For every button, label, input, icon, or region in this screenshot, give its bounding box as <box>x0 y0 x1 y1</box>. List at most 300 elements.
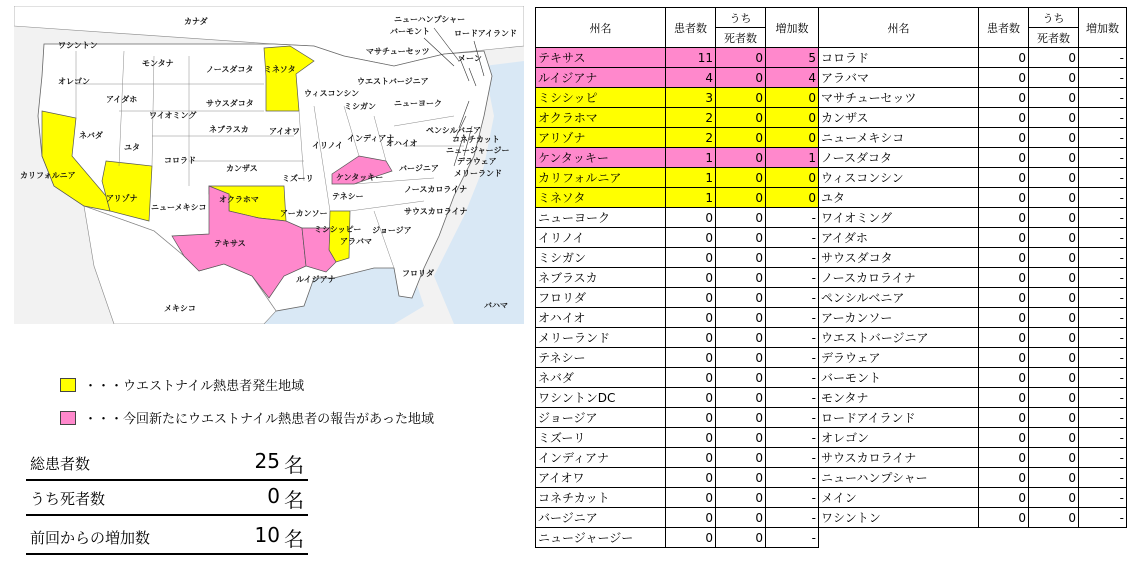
left-patients-cell: 0 <box>666 488 716 508</box>
cases-table <box>535 7 1127 548</box>
right-patients-cell: 0 <box>979 188 1029 208</box>
right-state-cell: ワシントン <box>819 508 979 528</box>
left-state-cell: アリゾナ <box>536 128 666 148</box>
right-deaths-cell: 0 <box>1029 268 1079 288</box>
right-state-cell: モンタナ <box>819 388 979 408</box>
left-state-cell: ミシシッピ <box>536 88 666 108</box>
right-state-cell: ウィスコンシン <box>819 168 979 188</box>
header-state-right: 州名 <box>819 8 979 48</box>
table-row <box>536 488 1127 508</box>
right-increase-cell: - <box>1079 348 1127 368</box>
right-state-cell: サウスカロライナ <box>819 448 979 468</box>
legend-swatch-yellow <box>60 378 76 392</box>
map-label: サウスダコタ <box>206 99 254 108</box>
table-row <box>536 508 1127 528</box>
left-state-cell: インディアナ <box>536 448 666 468</box>
table-row <box>536 48 1127 68</box>
right-patients-cell: 0 <box>979 388 1029 408</box>
table-row <box>536 388 1127 408</box>
right-patients-cell: 0 <box>979 48 1029 68</box>
left-increase-cell: - <box>766 408 819 428</box>
map-label: ニューハンプシャー <box>394 15 466 24</box>
map-label: マサチューセッツ <box>366 47 430 56</box>
table-row <box>536 168 1127 188</box>
left-deaths-cell: 0 <box>716 48 766 68</box>
table-row <box>536 288 1127 308</box>
header-of-which: うち <box>716 8 766 28</box>
right-deaths-cell: 0 <box>1029 168 1079 188</box>
left-patients-cell: 0 <box>666 368 716 388</box>
map-label: イリノイ <box>312 141 343 150</box>
table-row <box>536 68 1127 88</box>
left-state-cell: フロリダ <box>536 288 666 308</box>
right-deaths-cell: 0 <box>1029 68 1079 88</box>
left-state-cell: オハイオ <box>536 308 666 328</box>
left-patients-cell: 2 <box>666 108 716 128</box>
table-row <box>536 328 1127 348</box>
left-patients-cell: 2 <box>666 128 716 148</box>
map-label: ニューヨーク <box>394 99 442 108</box>
right-increase-cell: - <box>1079 328 1127 348</box>
right-increase-cell: - <box>1079 128 1127 148</box>
map-label: バージニア <box>399 164 439 173</box>
left-state-cell: ミネソタ <box>536 188 666 208</box>
right-patients-cell: 0 <box>979 308 1029 328</box>
table-row <box>536 348 1127 368</box>
right-increase-cell: - <box>1079 308 1127 328</box>
right-state-cell: コロラド <box>819 48 979 68</box>
right-deaths-cell: 0 <box>1029 428 1079 448</box>
right-patients-cell: 0 <box>979 268 1029 288</box>
right-patients-cell: 0 <box>979 448 1029 468</box>
legend-swatch-pink <box>60 411 76 425</box>
table-row <box>536 408 1127 428</box>
legend-yellow <box>60 375 304 394</box>
map-label: オハイオ <box>386 139 418 148</box>
map-label: ルイジアナ <box>296 275 336 284</box>
table-row <box>536 528 1127 548</box>
header-patients: 患者数 <box>666 8 716 48</box>
left-deaths-cell: 0 <box>716 68 766 88</box>
left-state-cell: アイオワ <box>536 468 666 488</box>
left-patients-cell: 1 <box>666 148 716 168</box>
legend-pink <box>60 408 434 427</box>
left-state-cell: イリノイ <box>536 228 666 248</box>
right-deaths-cell: 0 <box>1029 108 1079 128</box>
right-increase-cell: - <box>1079 208 1127 228</box>
left-patients-cell: 3 <box>666 88 716 108</box>
right-deaths-cell: 0 <box>1029 188 1079 208</box>
left-increase-cell: - <box>766 428 819 448</box>
left-state-cell: ジョージア <box>536 408 666 428</box>
map-label: メリーランド <box>454 169 502 178</box>
left-state-cell: バージニア <box>536 508 666 528</box>
right-deaths-cell: 0 <box>1029 208 1079 228</box>
table-row <box>536 148 1127 168</box>
left-deaths-cell: 0 <box>716 268 766 288</box>
left-deaths-cell: 0 <box>716 428 766 448</box>
left-increase-cell: - <box>766 248 819 268</box>
map-label: ノースダコタ <box>206 65 254 74</box>
right-increase-cell: - <box>1079 48 1127 68</box>
left-deaths-cell: 0 <box>716 368 766 388</box>
left-patients-cell: 0 <box>666 228 716 248</box>
right-deaths-cell: 0 <box>1029 408 1079 428</box>
right-state-cell: バーモント <box>819 368 979 388</box>
left-patients-cell: 0 <box>666 268 716 288</box>
right-patients-cell: 0 <box>979 288 1029 308</box>
map-label: カリフォルニア <box>20 171 76 180</box>
left-patients-cell: 0 <box>666 248 716 268</box>
left-patients-cell: 4 <box>666 68 716 88</box>
right-state-cell: アーカンソー <box>819 308 979 328</box>
table-row <box>536 108 1127 128</box>
left-patients-cell: 1 <box>666 188 716 208</box>
right-patients-cell: 0 <box>979 468 1029 488</box>
left-state-cell: テキサス <box>536 48 666 68</box>
left-state-cell: メリーランド <box>536 328 666 348</box>
left-deaths-cell: 0 <box>716 488 766 508</box>
right-increase-cell: - <box>1079 188 1127 208</box>
left-increase-cell: 1 <box>766 148 819 168</box>
left-state-cell: ニュージャージー <box>536 528 666 548</box>
left-deaths-cell: 0 <box>716 328 766 348</box>
map-label: デラウェア <box>457 157 497 166</box>
right-increase-cell: - <box>1079 288 1127 308</box>
right-state-cell: ペンシルベニア <box>819 288 979 308</box>
right-increase-cell: - <box>1079 428 1127 448</box>
table-row <box>536 128 1127 148</box>
map-label: ネブラスカ <box>209 125 249 134</box>
left-deaths-cell: 0 <box>716 348 766 368</box>
map-label: サウスカロライナ <box>404 207 468 216</box>
left-deaths-cell: 0 <box>716 228 766 248</box>
left-deaths-cell: 0 <box>716 308 766 328</box>
right-patients-cell: 0 <box>979 108 1029 128</box>
right-patients-cell: 0 <box>979 128 1029 148</box>
right-patients-cell: 0 <box>979 88 1029 108</box>
map-label: ノースカロライナ <box>404 185 468 194</box>
left-state-cell: コネチカット <box>536 488 666 508</box>
right-state-cell: ワイオミング <box>819 208 979 228</box>
left-patients-cell: 0 <box>666 328 716 348</box>
right-state-cell: ニューハンプシャー <box>819 468 979 488</box>
summary-total-unit: 名 <box>284 453 304 477</box>
map-label: フロリダ <box>402 269 434 278</box>
right-state-cell: ロードアイランド <box>819 408 979 428</box>
table-row <box>536 208 1127 228</box>
right-deaths-cell: 0 <box>1029 88 1079 108</box>
right-increase-cell: - <box>1079 248 1127 268</box>
left-state-cell: ミズーリ <box>536 428 666 448</box>
map-label: テネシー <box>332 192 364 201</box>
table-row <box>536 468 1127 488</box>
map-label: バーモント <box>390 27 430 36</box>
right-deaths-cell: 0 <box>1029 308 1079 328</box>
left-deaths-cell: 0 <box>716 288 766 308</box>
left-patients-cell: 0 <box>666 448 716 468</box>
left-deaths-cell: 0 <box>716 208 766 228</box>
table-row <box>536 368 1127 388</box>
right-patients-cell: 0 <box>979 208 1029 228</box>
left-patients-cell: 0 <box>666 428 716 448</box>
map-label: ミシガン <box>344 102 376 111</box>
left-increase-cell: 0 <box>766 88 819 108</box>
left-patients-cell: 0 <box>666 208 716 228</box>
right-deaths-cell: 0 <box>1029 148 1079 168</box>
left-increase-cell: - <box>766 288 819 308</box>
right-deaths-cell: 0 <box>1029 48 1079 68</box>
header-patients-right: 患者数 <box>979 8 1029 48</box>
map-label: ニュージャージー <box>446 146 510 155</box>
map-label: ニューメキシコ <box>151 203 207 212</box>
left-patients-cell: 0 <box>666 508 716 528</box>
summary-increase-value: 10 <box>254 523 280 547</box>
table-row <box>536 188 1127 208</box>
right-patients-cell: 0 <box>979 428 1029 448</box>
map-label: ウエストバージニア <box>357 77 429 86</box>
table-row <box>536 248 1127 268</box>
right-state-cell: ウエストバージニア <box>819 328 979 348</box>
table-row <box>536 448 1127 468</box>
right-increase-cell: - <box>1079 268 1127 288</box>
map-label: メーン <box>458 54 482 63</box>
left-state-cell: オクラホマ <box>536 108 666 128</box>
us-map <box>14 6 524 324</box>
header-deaths: 死者数 <box>716 28 766 48</box>
left-increase-cell: - <box>766 528 819 548</box>
left-state-cell: ミシガン <box>536 248 666 268</box>
map-label: ユタ <box>124 143 140 152</box>
cases-table-body <box>536 48 1127 548</box>
left-increase-cell: - <box>766 208 819 228</box>
header-state: 州名 <box>536 8 666 48</box>
left-increase-cell: 0 <box>766 108 819 128</box>
left-increase-cell: - <box>766 468 819 488</box>
left-deaths-cell: 0 <box>716 148 766 168</box>
right-state-cell: サウスダコタ <box>819 248 979 268</box>
map-label: ケンタッキー <box>336 173 384 182</box>
map-label: ペンシルバニア <box>426 126 482 135</box>
header-of-which-right: うち <box>1029 8 1079 28</box>
right-patients-cell: 0 <box>979 168 1029 188</box>
map-label: モンタナ <box>142 59 174 68</box>
right-deaths-cell: 0 <box>1029 288 1079 308</box>
left-increase-cell: - <box>766 328 819 348</box>
map-label: ミズーリ <box>282 174 314 183</box>
right-state-cell: アラバマ <box>819 68 979 88</box>
left-patients-cell: 0 <box>666 388 716 408</box>
right-increase-cell: - <box>1079 448 1127 468</box>
left-increase-cell: - <box>766 368 819 388</box>
map-label: テキサス <box>214 239 246 248</box>
table-row <box>536 268 1127 288</box>
map-label: コネチカット <box>452 135 500 144</box>
summary-deaths-label: うち死者数 <box>30 490 106 508</box>
left-increase-cell: - <box>766 268 819 288</box>
left-patients-cell: 0 <box>666 408 716 428</box>
right-increase-cell: - <box>1079 368 1127 388</box>
map-label: ジョージア <box>372 226 412 235</box>
right-state-cell: カンザス <box>819 108 979 128</box>
right-increase-cell: - <box>1079 508 1127 528</box>
left-increase-cell: - <box>766 228 819 248</box>
map-label: オクラホマ <box>219 195 259 204</box>
left-deaths-cell: 0 <box>716 468 766 488</box>
left-state-cell: ネバダ <box>536 368 666 388</box>
left-patients-cell: 1 <box>666 168 716 188</box>
right-patients-cell: 0 <box>979 68 1029 88</box>
map-label: ネバダ <box>79 131 103 140</box>
left-increase-cell: - <box>766 388 819 408</box>
right-patients-cell: 0 <box>979 348 1029 368</box>
map-label: インディアナ <box>347 134 395 143</box>
left-increase-cell: 5 <box>766 48 819 68</box>
right-increase-cell: - <box>1079 148 1127 168</box>
summary-deaths-value: 0 <box>267 484 280 508</box>
map-label: ワシントン <box>58 41 98 50</box>
right-deaths-cell: 0 <box>1029 388 1079 408</box>
left-patients-cell: 11 <box>666 48 716 68</box>
left-state-cell: テネシー <box>536 348 666 368</box>
map-label: カナダ <box>184 17 208 26</box>
left-state-cell: ニューヨーク <box>536 208 666 228</box>
left-deaths-cell: 0 <box>716 188 766 208</box>
left-deaths-cell: 0 <box>716 168 766 188</box>
right-deaths-cell: 0 <box>1029 228 1079 248</box>
left-increase-cell: - <box>766 448 819 468</box>
right-patients-cell: 0 <box>979 488 1029 508</box>
right-state-cell: オレゴン <box>819 428 979 448</box>
right-state-cell: ノースカロライナ <box>819 268 979 288</box>
right-state-cell: ニューメキシコ <box>819 128 979 148</box>
table-row <box>536 428 1127 448</box>
right-state-cell: ノースダコタ <box>819 148 979 168</box>
legend-pink-text: ・・・今回新たにウエストナイル熱患者の報告があった地域 <box>84 412 434 427</box>
right-deaths-cell: 0 <box>1029 468 1079 488</box>
right-patients-cell: 0 <box>979 328 1029 348</box>
map-label: アラバマ <box>340 237 372 246</box>
summary-increase-unit: 名 <box>284 527 304 551</box>
right-increase-cell: - <box>1079 68 1127 88</box>
right-increase-cell: - <box>1079 408 1127 428</box>
left-deaths-cell: 0 <box>716 388 766 408</box>
right-increase-cell: - <box>1079 468 1127 488</box>
right-state-cell: デラウェア <box>819 348 979 368</box>
left-state-cell: ワシントンDC <box>536 388 666 408</box>
left-state-cell: ケンタッキー <box>536 148 666 168</box>
right-deaths-cell: 0 <box>1029 508 1079 528</box>
map-label: ウィスコンシン <box>304 89 360 98</box>
right-state-cell: メイン <box>819 488 979 508</box>
map-label: カンザス <box>226 164 258 173</box>
right-increase-cell: - <box>1079 88 1127 108</box>
left-deaths-cell: 0 <box>716 528 766 548</box>
header-increase-right: 増加数 <box>1079 8 1127 48</box>
map-label: オレゴン <box>58 77 90 86</box>
summary-increase-label: 前回からの増加数 <box>30 529 151 547</box>
summary-total-label: 総患者数 <box>30 455 91 473</box>
map-label: アーカンソー <box>280 209 328 218</box>
map-label: ワイオミング <box>149 111 197 120</box>
map-label: メキシコ <box>164 304 196 313</box>
left-increase-cell: - <box>766 488 819 508</box>
left-increase-cell: 0 <box>766 188 819 208</box>
right-deaths-cell: 0 <box>1029 488 1079 508</box>
left-state-cell: カリフォルニア <box>536 168 666 188</box>
map-label: ロードアイランド <box>454 29 518 38</box>
summary-total-row <box>26 449 308 481</box>
map-label: コロラド <box>164 156 196 165</box>
left-deaths-cell: 0 <box>716 108 766 128</box>
table-row <box>536 88 1127 108</box>
left-increase-cell: - <box>766 508 819 528</box>
left-deaths-cell: 0 <box>716 248 766 268</box>
left-increase-cell: 4 <box>766 68 819 88</box>
left-state-cell: ルイジアナ <box>536 68 666 88</box>
left-deaths-cell: 0 <box>716 508 766 528</box>
left-patients-cell: 0 <box>666 468 716 488</box>
right-patients-cell: 0 <box>979 368 1029 388</box>
right-patients-cell: 0 <box>979 408 1029 428</box>
right-state-cell: マサチューセッツ <box>819 88 979 108</box>
map-label: ミシシッピー <box>314 225 362 234</box>
summary-deaths-unit: 名 <box>284 488 304 512</box>
right-deaths-cell: 0 <box>1029 328 1079 348</box>
right-deaths-cell: 0 <box>1029 128 1079 148</box>
map-label: アイダホ <box>106 95 138 104</box>
right-patients-cell: 0 <box>979 228 1029 248</box>
map-label: バハマ <box>484 301 508 310</box>
left-deaths-cell: 0 <box>716 88 766 108</box>
left-patients-cell: 0 <box>666 288 716 308</box>
left-patients-cell: 0 <box>666 528 716 548</box>
left-deaths-cell: 0 <box>716 408 766 428</box>
left-state-cell: ネブラスカ <box>536 268 666 288</box>
right-increase-cell: - <box>1079 228 1127 248</box>
header-increase: 増加数 <box>766 8 819 48</box>
left-deaths-cell: 0 <box>716 448 766 468</box>
right-deaths-cell: 0 <box>1029 448 1079 468</box>
right-state-cell: アイダホ <box>819 228 979 248</box>
left-increase-cell: 0 <box>766 168 819 188</box>
right-increase-cell: - <box>1079 488 1127 508</box>
summary-increase-row <box>26 523 308 555</box>
header-deaths-right: 死者数 <box>1029 28 1079 48</box>
right-deaths-cell: 0 <box>1029 368 1079 388</box>
left-deaths-cell: 0 <box>716 128 766 148</box>
summary-deaths-row <box>26 484 308 516</box>
left-patients-cell: 0 <box>666 348 716 368</box>
right-increase-cell: - <box>1079 168 1127 188</box>
right-patients-cell: 0 <box>979 508 1029 528</box>
left-increase-cell: 0 <box>766 128 819 148</box>
right-deaths-cell: 0 <box>1029 248 1079 268</box>
right-increase-cell: - <box>1079 108 1127 128</box>
right-increase-cell: - <box>1079 388 1127 408</box>
map-label: ミネソタ <box>264 65 296 74</box>
summary-total-value: 25 <box>254 449 280 473</box>
right-patients-cell: 0 <box>979 248 1029 268</box>
right-state-cell: ユタ <box>819 188 979 208</box>
right-patients-cell: 0 <box>979 148 1029 168</box>
left-patients-cell: 0 <box>666 308 716 328</box>
map-label: アリゾナ <box>106 194 138 203</box>
left-increase-cell: - <box>766 348 819 368</box>
table-row <box>536 308 1127 328</box>
right-deaths-cell: 0 <box>1029 348 1079 368</box>
table-row <box>536 228 1127 248</box>
